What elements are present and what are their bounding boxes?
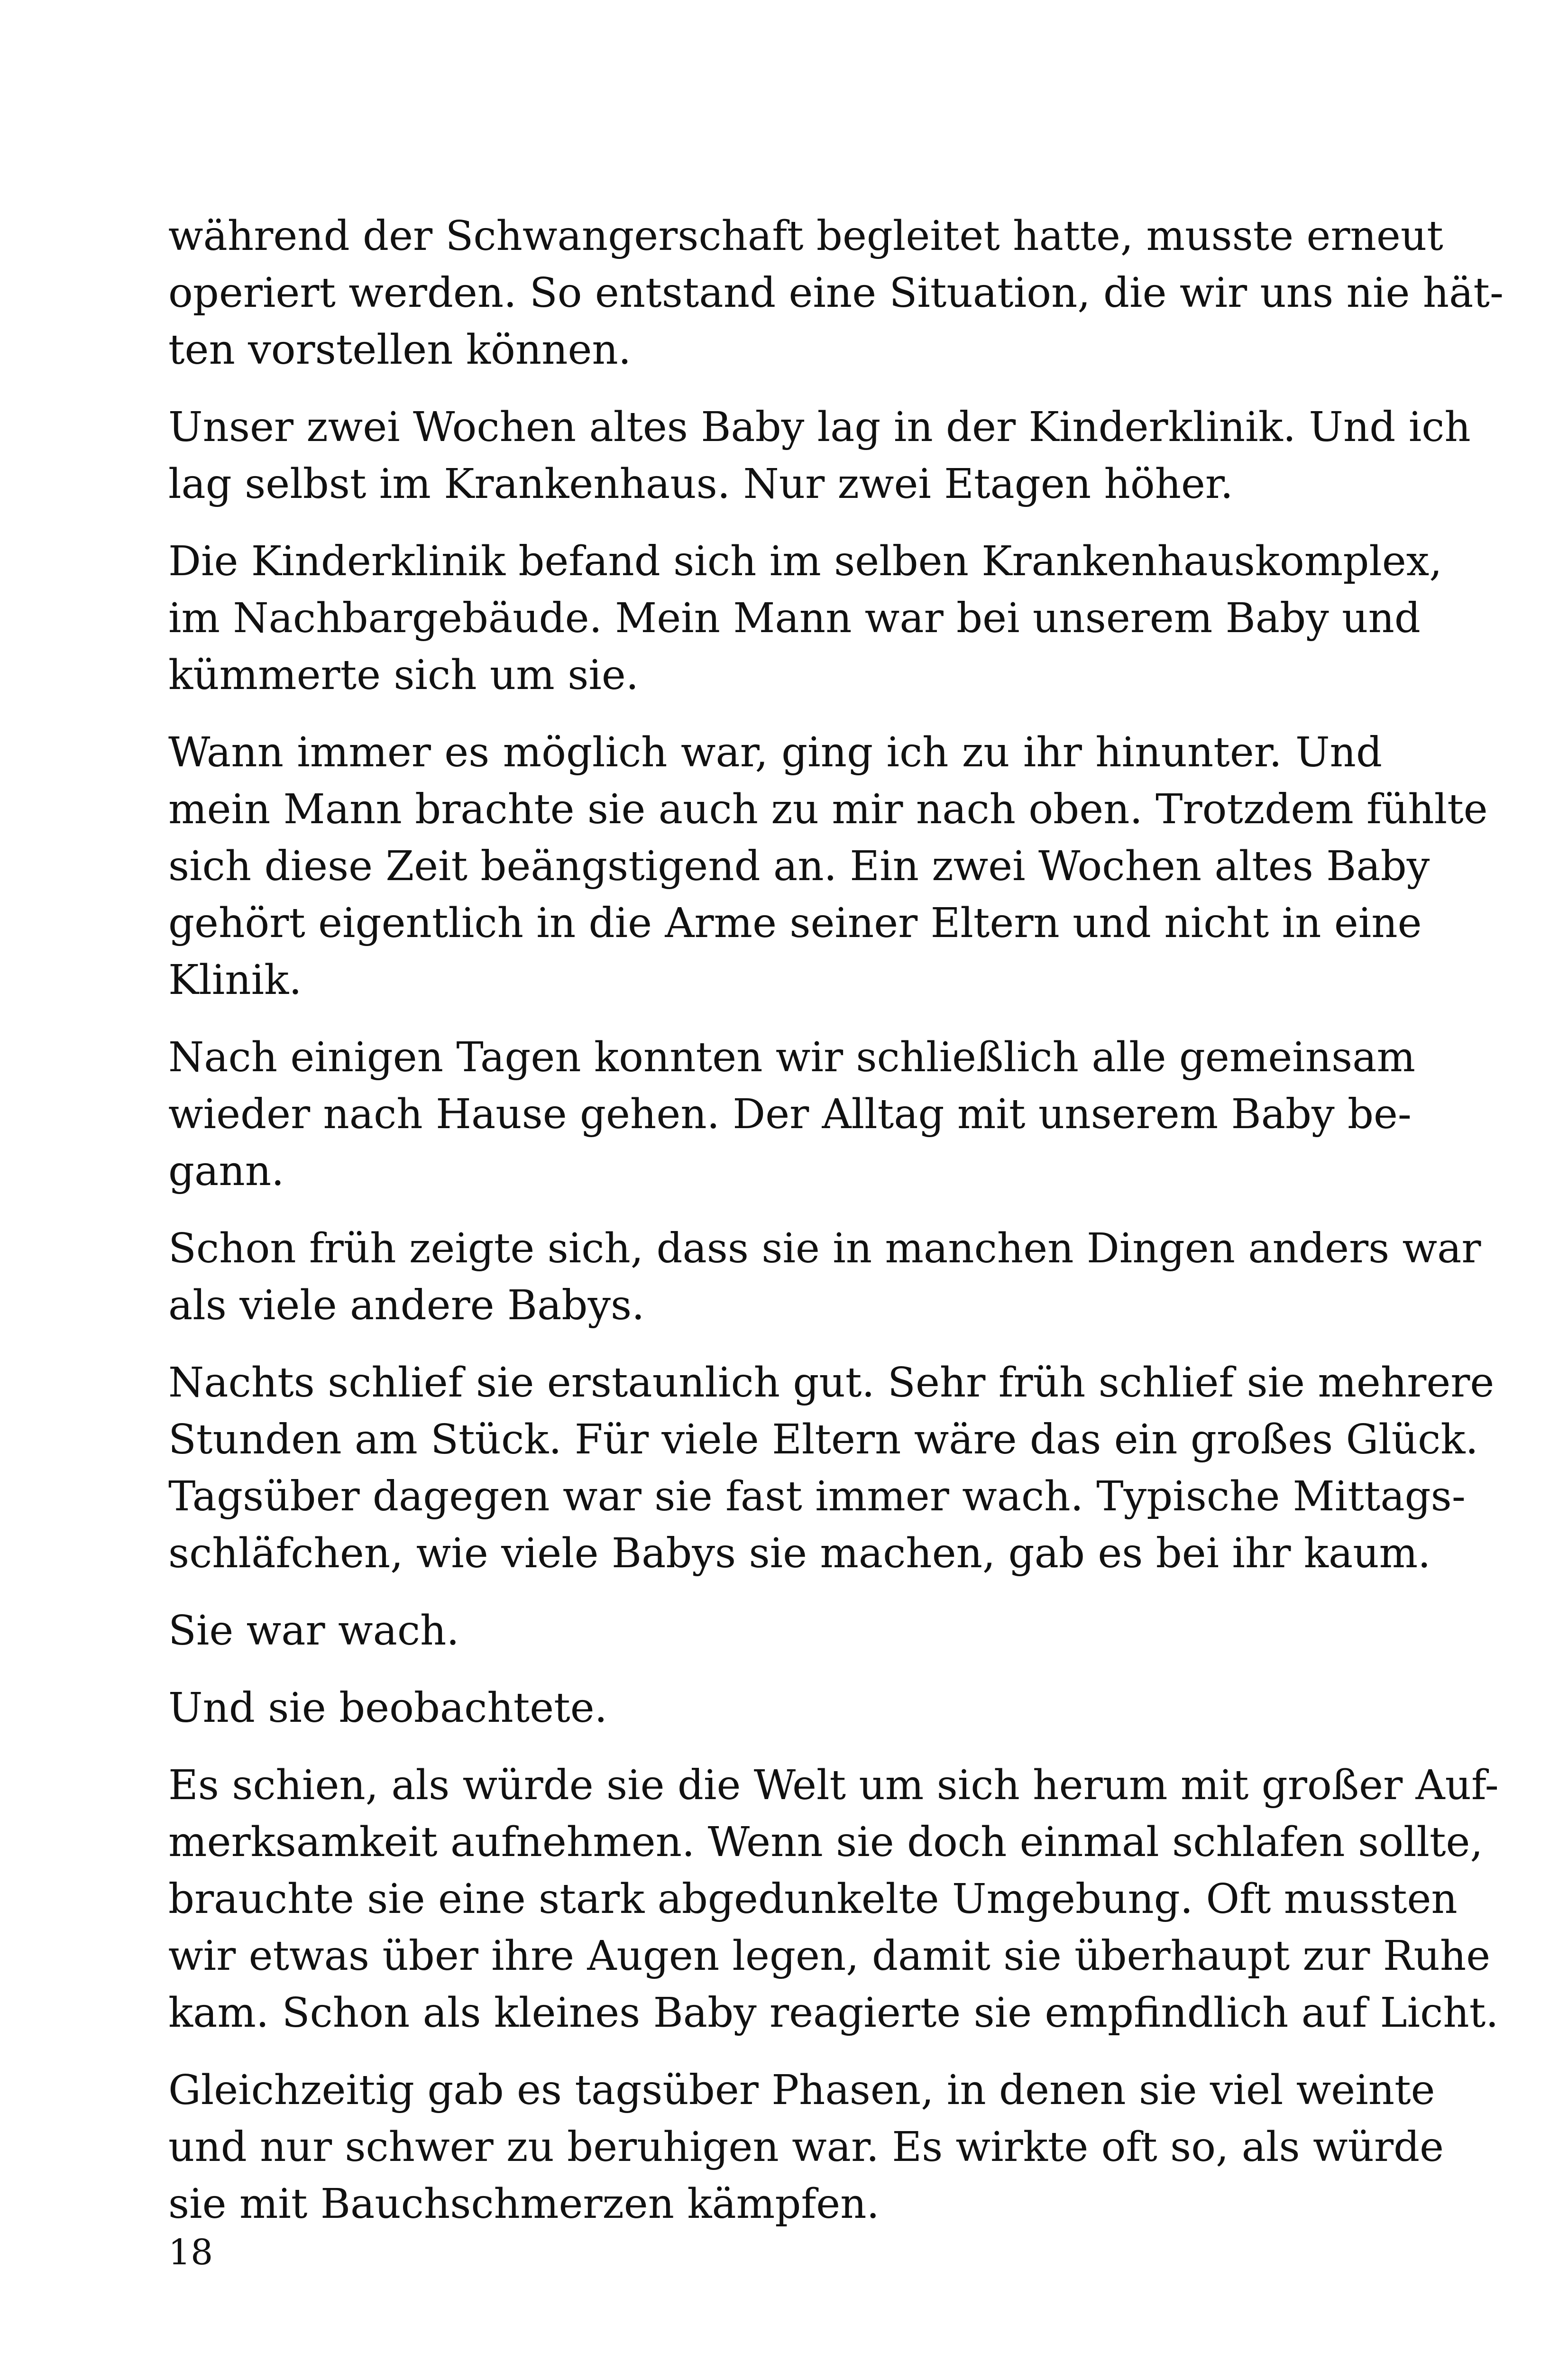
text-line: während der Schwangerschaft begleitet hatte, musste erneut [168,212,1443,260]
text-line: kümmerte sich um sie. [168,652,639,699]
paragraph [168,399,1471,513]
text-line: operiert werden. So entstand eine Situation, die wir uns nie hät- [168,269,1504,317]
body-text [168,208,1504,2253]
paragraph [168,1354,1495,1582]
text-line: Es schien, als würde sie die Welt um sich herum mit großer Auf- [168,1762,1499,1809]
paragraph [168,1757,1499,2041]
text-line: als viele andere Babys. [168,1282,645,1329]
paragraph [168,2062,1444,2233]
text-line: Nachts schlief sie erstaunlich gut. Sehr früh schlief sie mehrere [168,1359,1495,1406]
text-line: schläfchen, wie viele Babys sie machen, gab es bei ihr kaum. [168,1530,1431,1577]
text-line: im Nachbargebäude. Mein Mann war bei unserem Baby und [168,595,1421,642]
paragraph [168,724,1488,1009]
text-line: Die Kinderklinik befand sich im selben Krankenhauskomplex, [168,538,1442,585]
text-line: mein Mann brachte sie auch zu mir nach oben. Trotzdem fühlte [168,786,1488,833]
text-line: Sie war wach. [168,1607,459,1654]
text-line: kam. Schon als kleines Baby reagierte sie empfindlich auf Licht. [168,1989,1499,2037]
paragraph [168,1220,1481,1334]
page-number: 18 [168,2232,213,2273]
text-line: sie mit Bauchschmerzen kämpfen. [168,2180,880,2228]
text-line: wieder nach Hause gehen. Der Alltag mit unserem Baby be- [168,1091,1412,1138]
text-line: Gleichzeitig gab es tagsüber Phasen, in denen sie viel weinte [168,2067,1435,2114]
paragraph [168,1029,1416,1200]
text-line: brauchte sie eine stark abgedunkelte Umgebung. Oft mussten [168,1875,1458,1923]
text-line: sich diese Zeit beängstigend an. Ein zwei Wochen altes Baby [168,843,1430,890]
text-line: Tagsüber dagegen war sie fast immer wach. Typische Mittags- [168,1473,1466,1520]
text-line: und nur schwer zu beruhigen war. Es wirkte oft so, als würde [168,2123,1444,2171]
text-line: Unser zwei Wochen altes Baby lag in der Kinderklinik. Und ich [168,404,1471,451]
paragraph [168,208,1504,378]
text-line: gann. [168,1148,284,1195]
text-line: gehört eigentlich in die Arme seiner Eltern und nicht in eine [168,900,1422,947]
text-line: Schon früh zeigte sich, dass sie in manchen Dingen anders war [168,1225,1481,1272]
text-line: lag selbst im Krankenhaus. Nur zwei Etagen höher. [168,460,1233,508]
text-line: Stunden am Stück. Für viele Eltern wäre das ein großes Glück. [168,1416,1478,1463]
paragraph [168,1680,1382,1737]
paragraph [168,533,1442,704]
text-line: Und sie beobachtete. [168,1684,607,1732]
text-line: ten vorstellen können. [168,326,632,374]
paragraph [168,1602,1382,1659]
text-line: Nach einigen Tagen konnten wir schließlich alle gemeinsam [168,1034,1416,1081]
text-line: merksamkeit aufnehmen. Wenn sie doch einmal schlafen sollte, [168,1819,1483,1866]
text-line: Klinik. [168,956,302,1004]
text-line: wir etwas über ihre Augen legen, damit sie überhaupt zur Ruhe [168,1932,1491,1980]
text-line: Wann immer es möglich war, ging ich zu ihr hinunter. Und [168,729,1382,776]
